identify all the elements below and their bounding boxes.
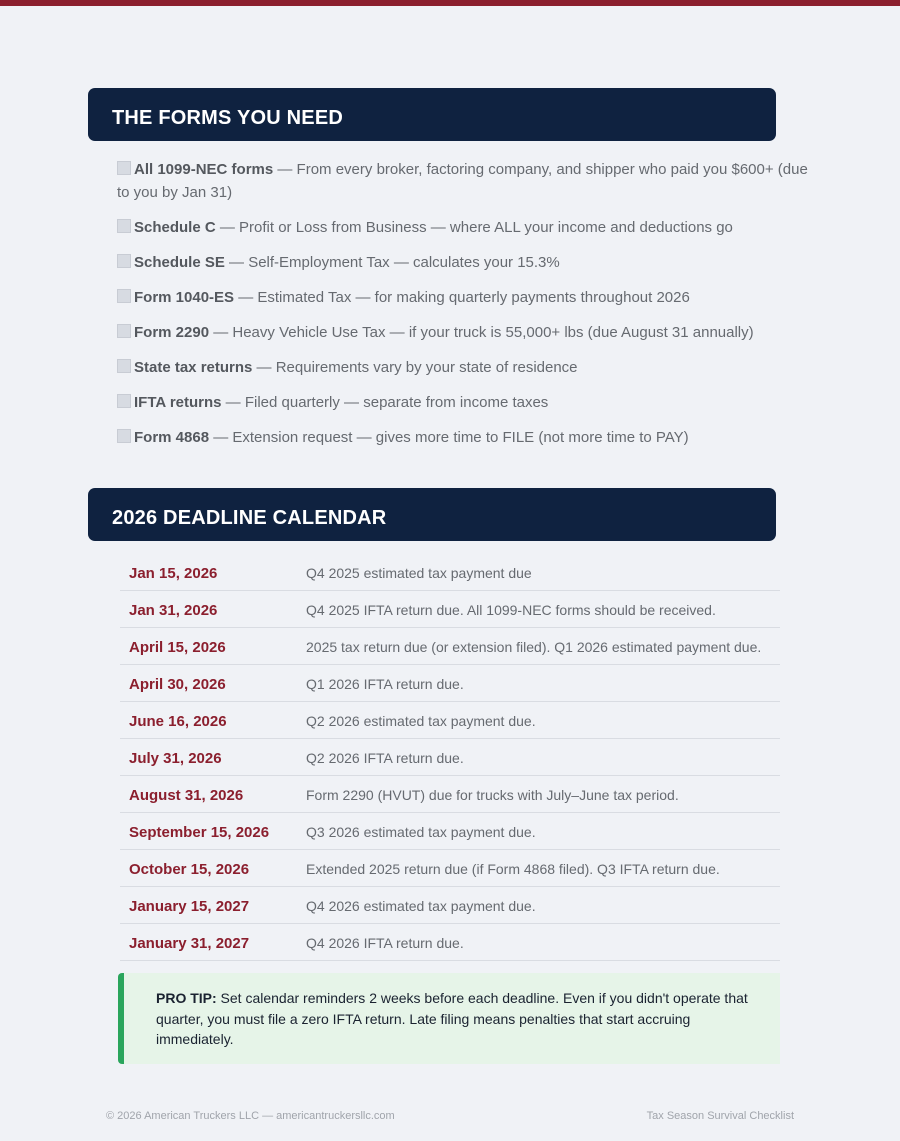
forms-section-header: THE FORMS YOU NEED — [88, 88, 776, 141]
checklist-item — [117, 251, 817, 274]
deadline-date: August 31, 2026 — [129, 787, 244, 804]
deadline-desc: Q2 2026 IFTA return due. — [306, 750, 464, 766]
deadline-date: April 15, 2026 — [129, 639, 226, 656]
deadline-date: April 30, 2026 — [129, 676, 226, 693]
calendar-row — [120, 702, 780, 739]
checklist-item — [117, 286, 817, 309]
deadline-date: June 16, 2026 — [129, 713, 227, 730]
deadline-date: July 31, 2026 — [129, 750, 222, 767]
checkbox-icon[interactable] — [117, 429, 131, 443]
deadline-desc: Q2 2026 estimated tax payment due. — [306, 713, 536, 729]
calendar-row — [120, 813, 780, 850]
checkbox-icon[interactable] — [117, 359, 131, 373]
deadline-desc: Q3 2026 estimated tax payment due. — [306, 824, 536, 840]
calendar-row — [120, 924, 780, 961]
form-name: Schedule C — [134, 219, 216, 236]
checklist-item — [117, 356, 817, 379]
checklist-item — [117, 391, 817, 414]
checkbox-icon[interactable] — [117, 219, 131, 233]
deadline-date: September 15, 2026 — [129, 824, 270, 841]
checkbox-icon[interactable] — [117, 254, 131, 268]
form-desc: — From every broker, factoring company, and shipper who paid you $600+ (due to you by Jan 31) — [117, 161, 808, 201]
checklist-item — [117, 158, 817, 204]
deadline-calendar — [120, 554, 780, 961]
deadline-desc: Q4 2025 IFTA return due. All 1099-NEC forms should be received. — [306, 602, 716, 618]
form-name: Form 4868 — [134, 429, 210, 446]
deadline-desc: Q4 2026 estimated tax payment due. — [306, 898, 536, 914]
checklist-item — [117, 426, 817, 449]
deadline-desc: Form 2290 (HVUT) due for trucks with July–June tax period. — [306, 787, 679, 803]
pro-tip-label: PRO TIP: — [156, 990, 217, 1006]
form-name: Schedule SE — [134, 254, 225, 271]
checkbox-icon[interactable] — [117, 289, 131, 303]
form-desc: — Profit or Loss from Business — where ALL your income and deductions go — [215, 219, 733, 236]
forms-checklist — [117, 158, 817, 461]
form-desc: — Self-Employment Tax — calculates your 15.3% — [224, 254, 560, 271]
pro-tip-box — [118, 973, 780, 1064]
deadline-date: January 15, 2027 — [129, 898, 250, 915]
form-name: State tax returns — [134, 359, 253, 376]
calendar-row — [120, 887, 780, 924]
calendar-row — [120, 628, 780, 665]
deadline-desc: Q4 2026 IFTA return due. — [306, 935, 464, 951]
checkbox-icon[interactable] — [117, 161, 131, 175]
form-desc: — Requirements vary by your state of residence — [252, 359, 578, 376]
calendar-section-header: 2026 DEADLINE CALENDAR — [88, 488, 776, 541]
pro-tip-text: Set calendar reminders 2 weeks before each deadline. Even if you didn't operate that quarter, you must file a zero IFTA return. Late filing means penalties that start accruing immediately. — [156, 990, 748, 1047]
checklist-item — [117, 321, 817, 344]
calendar-row — [120, 554, 780, 591]
calendar-row — [120, 665, 780, 702]
calendar-row — [120, 776, 780, 813]
deadline-desc: Q4 2025 estimated tax payment due — [306, 565, 532, 581]
deadline-date: January 31, 2027 — [129, 935, 250, 952]
footer-copyright: © 2026 American Truckers LLC — americantruckersllc.com — [106, 1110, 395, 1122]
deadline-desc: 2025 tax return due (or extension filed). Q1 2026 estimated payment due. — [306, 639, 762, 655]
checkbox-icon[interactable] — [117, 324, 131, 338]
checkbox-icon[interactable] — [117, 394, 131, 408]
form-desc: — Heavy Vehicle Use Tax — if your truck is 55,000+ lbs (due August 31 annually) — [209, 324, 754, 341]
deadline-desc: Q1 2026 IFTA return due. — [306, 676, 464, 692]
deadline-date: Jan 15, 2026 — [129, 565, 218, 582]
top-accent-bar — [0, 0, 900, 6]
form-name: Form 2290 — [134, 324, 210, 341]
deadline-desc: Extended 2025 return due (if Form 4868 filed). Q3 IFTA return due. — [306, 861, 720, 877]
form-name: IFTA returns — [134, 394, 222, 411]
deadline-date: Jan 31, 2026 — [129, 602, 218, 619]
form-desc: — Estimated Tax — for making quarterly payments throughout 2026 — [234, 289, 690, 306]
calendar-row — [120, 591, 780, 628]
form-name: All 1099-NEC forms — [134, 161, 274, 178]
checklist-item — [117, 216, 817, 239]
deadline-date: October 15, 2026 — [129, 861, 250, 878]
calendar-row — [120, 739, 780, 776]
form-desc: — Extension request — gives more time to FILE (not more time to PAY) — [209, 429, 689, 446]
form-desc: — Filed quarterly — separate from income taxes — [221, 394, 549, 411]
footer-doc-title: Tax Season Survival Checklist — [646, 1110, 794, 1122]
form-name: Form 1040-ES — [134, 289, 235, 306]
calendar-row — [120, 850, 780, 887]
